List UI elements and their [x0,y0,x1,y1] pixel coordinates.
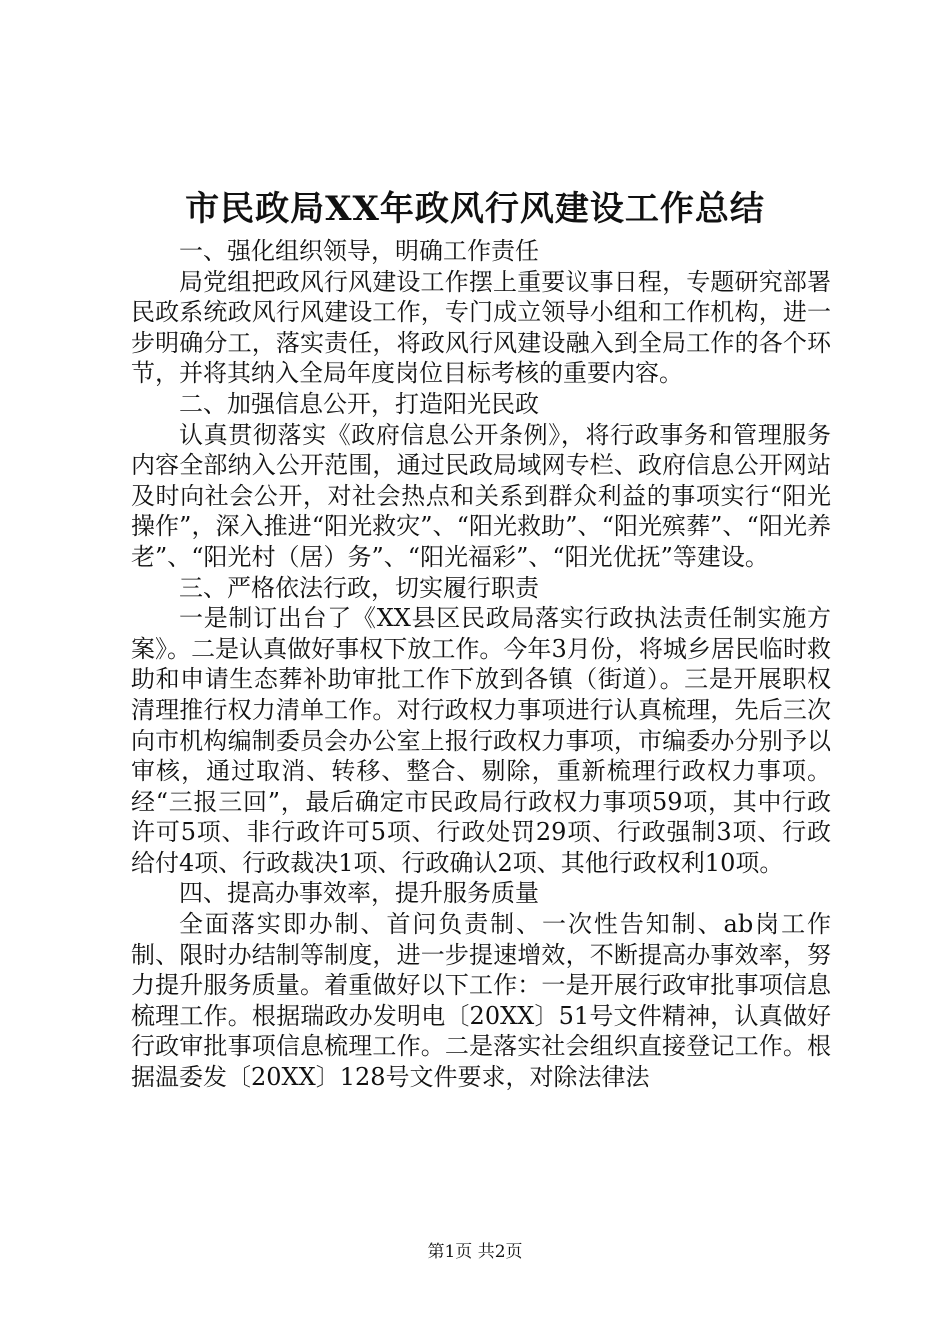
section-heading-4: 四、提高办事效率，提升服务质量 [179,879,539,908]
body-paragraph-1: 局党组把政风行风建设工作摆上重要议事日程，专题研究部署民政系统政风行风建设工作，专门成立领导小组和工作机构，进一步明确分工，落实责任，将政风行风建设融入到全局工作的各个环节，并将其纳入全局年度岗位目标考核的重要内容。 [131,267,831,388]
document-body [131,236,831,1093]
body-paragraph-4: 全面落实即办制、首问负责制、一次性告知制、ab岗工作制、限时办结制等制度，进一步提速增效，不断提高办事效率，努力提升服务质量。着重做好以下工作：一是开展行政审批事项信息梳理工作。根据瑞政办发明电〔20XX〕51号文件精神，认真做好行政审批事项信息梳理工作。二是落实社会组织直接登记工作。根据温委发〔20XX〕128号文件要求，对除法律法 [131,910,831,1092]
page-number-footer: 第1页 共2页 [427,1242,523,1262]
section-heading-3: 三、严格依法行政，切实履行职责 [179,573,539,602]
body-paragraph-3: 一是制订出台了《XX县区民政局落实行政执法责任制实施方案》。二是认真做好事权下放工作。今年3月份，将城乡居民临时救助和申请生态葬补助审批工作下放到各镇（街道）。三是开展职权清理推行权力清单工作。对行政权力事项进行认真梳理，先后三次向市机构编制委员会办公室上报行政权力事项，市编委办分别予以审核，通过取消、转移、整合、剔除，重新梳理行政权力事项。经“三报三回”，最后确定市民政局行政权力事项59项，其中行政许可5项、非行政许可5项、行政处罚29项、行政强制3项、行政给付4项、行政裁决1项、行政确认2项、其他行政权利10项。 [131,604,831,877]
section-heading-1: 一、强化组织领导，明确工作责任 [179,237,539,265]
section-heading-2: 二、加强信息公开，打造阳光民政 [179,389,539,418]
body-paragraph-2: 认真贯彻落实《政府信息公开条例》，将行政事务和管理服务内容全部纳入公开范围，通过民政局域网专栏、政府信息公开网站及时向社会公开，对社会热点和关系到群众利益的事项实行“阳光操作”，深入推进“阳光救灾”、“阳光救助”、“阳光殡葬”、“阳光养老”、“阳光村（居）务”、“阳光福彩”、“阳光优抚”等建设。 [131,420,831,571]
document-title: 市民政局XX年政风行风建设工作总结 [185,189,765,229]
